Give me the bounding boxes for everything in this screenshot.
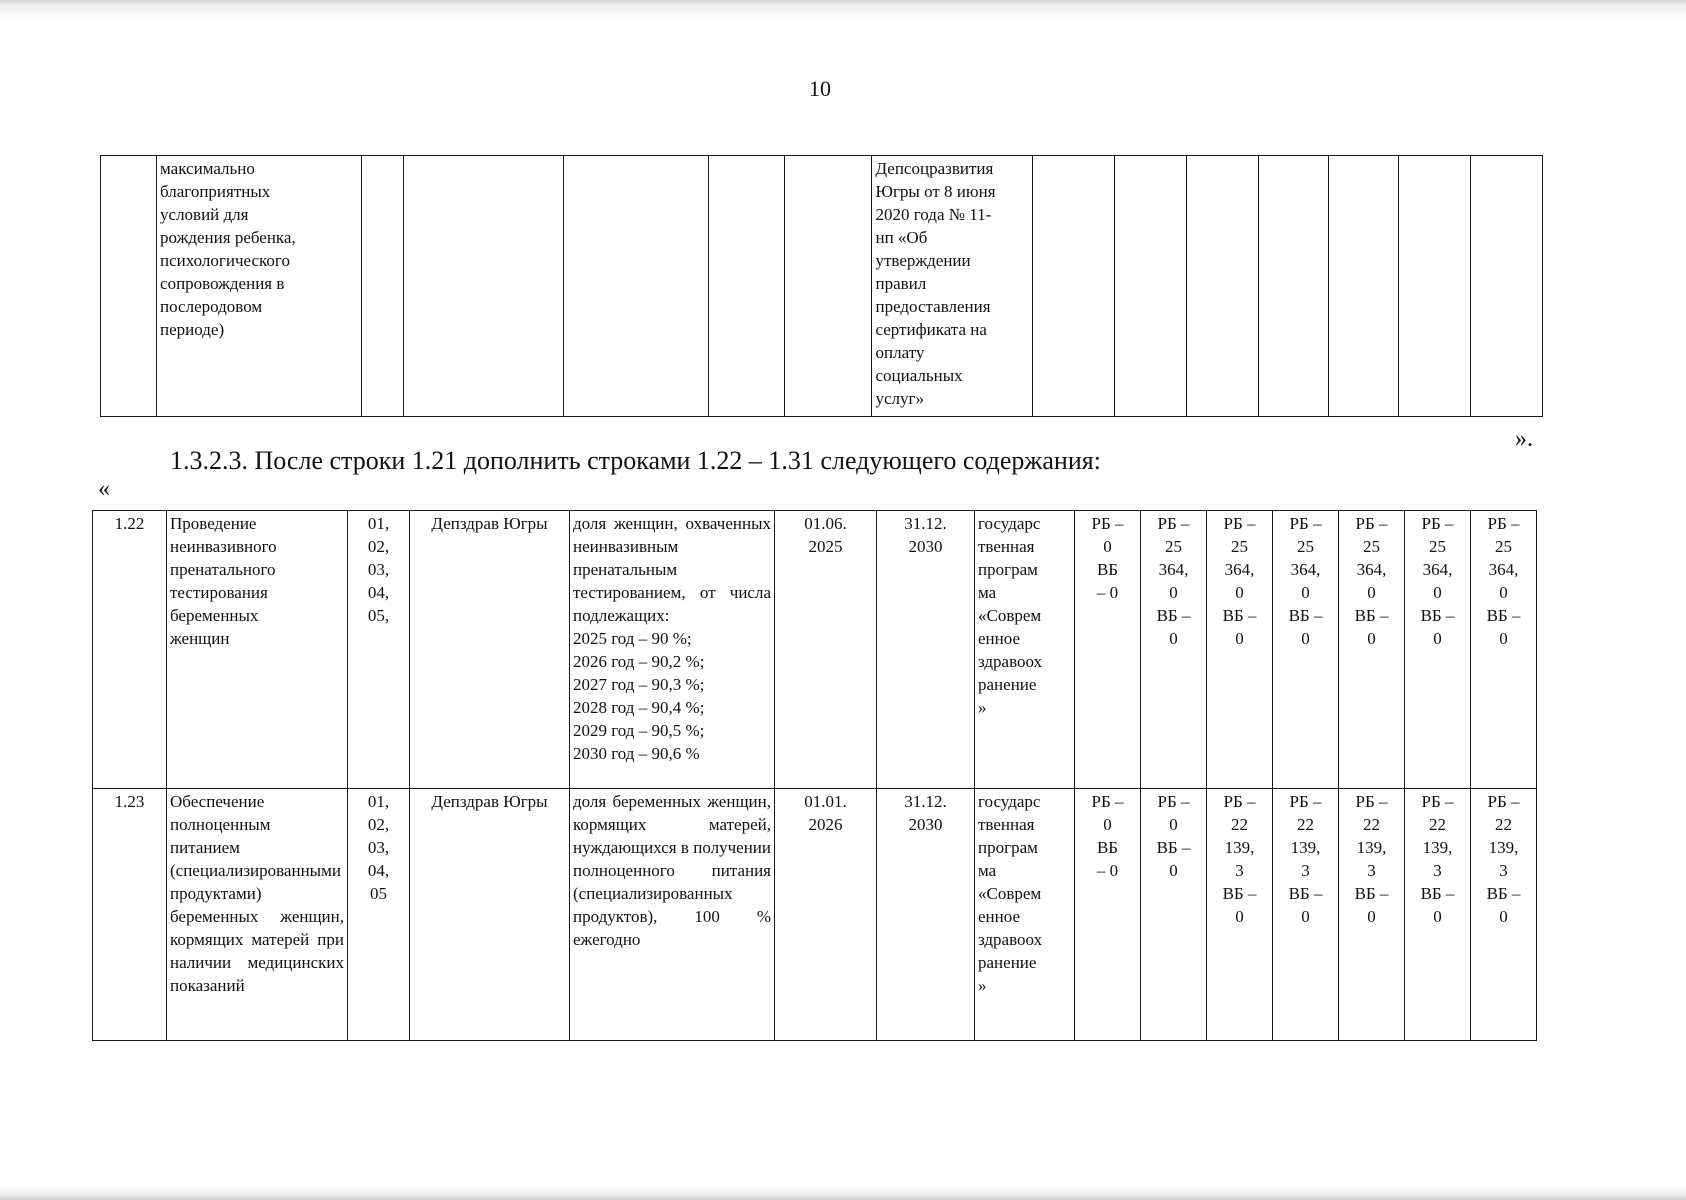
continued-table <box>100 155 1543 417</box>
amendment-instruction: 1.3.2.3. После строки 1.21 дополнить строками 1.22 – 1.31 следующего содержания: <box>170 446 1101 475</box>
end-date: 31.12. 2030 <box>877 511 975 789</box>
start-date: 01.01. 2026 <box>775 789 877 1041</box>
continued-basis-text: Депсоцразвития Югры от 8 июня 2020 года № 11- нп «Об утверждении правил предоставления сертификата на оплату социальных услуг» <box>872 156 1032 417</box>
funding-cell: РБ – 22 139, 3 ВБ – 0 <box>1207 789 1273 1041</box>
measure-name: Обеспечение полноценным питанием (специализированными продуктами) беременных женщин, кормящих матерей при наличии медицинских показаний <box>167 789 348 1041</box>
scan-edge-bottom <box>0 1186 1686 1200</box>
opening-quote: « <box>98 476 110 502</box>
start-date: 01.06. 2025 <box>775 511 877 789</box>
program: государс твенная програм ма «Соврем енное здравоох ранение » <box>975 789 1075 1041</box>
end-date: 31.12. 2030 <box>877 789 975 1041</box>
program: государс твенная програм ма «Соврем енное здравоох ранение » <box>975 511 1075 789</box>
amendment-table <box>92 510 1537 1041</box>
executor: Депздрав Югры <box>410 789 570 1041</box>
funding-cell: РБ – 0 ВБ – 0 <box>1075 511 1141 789</box>
measure-name: Проведение неинвазивного пренатального тестирования беременных женщин <box>167 511 348 789</box>
funding-cell: РБ – 22 139, 3 ВБ – 0 <box>1405 789 1471 1041</box>
funding-cell: РБ – 22 139, 3 ВБ – 0 <box>1273 789 1339 1041</box>
table-row <box>93 511 1537 789</box>
indicator: доля женщин, охваченных неинвазивным пренатальным тестированием, от числа подлежащих: 2025 год – 90 %; 2026 год – 90,2 %; 2027 год – 90,3 %; 2028 год – 90,4 %; 2029 год – 90,5 %; 2030 год – 90,6 % <box>570 511 775 789</box>
task-codes: 01, 02, 03, 04, 05 <box>348 789 410 1041</box>
executor: Депздрав Югры <box>410 511 570 789</box>
funding-cell: РБ – 0 ВБ – 0 <box>1075 789 1141 1041</box>
funding-cell: РБ – 25 364, 0 ВБ – 0 <box>1207 511 1273 789</box>
funding-cell: РБ – 0 ВБ – 0 <box>1141 789 1207 1041</box>
table-row <box>93 789 1537 1041</box>
task-codes: 01, 02, 03, 04, 05, <box>348 511 410 789</box>
funding-cell: РБ – 22 139, 3 ВБ – 0 <box>1339 789 1405 1041</box>
closing-quote: ». <box>1515 426 1533 452</box>
funding-cell: РБ – 25 364, 0 ВБ – 0 <box>1405 511 1471 789</box>
row-number: 1.23 <box>93 789 167 1041</box>
indicator: доля беременных женщин, кормящих матерей, нуждающихся в получении полноценного питания (специализированных продуктов), 100 % ежегодно <box>570 789 775 1041</box>
page-number: 10 <box>809 76 831 101</box>
funding-cell: РБ – 22 139, 3 ВБ – 0 <box>1471 789 1537 1041</box>
continued-table-row <box>101 156 1543 417</box>
funding-cell: РБ – 25 364, 0 ВБ – 0 <box>1471 511 1537 789</box>
funding-cell: РБ – 25 364, 0 ВБ – 0 <box>1273 511 1339 789</box>
row-number: 1.22 <box>93 511 167 789</box>
scan-edge-top <box>0 0 1686 22</box>
continued-measure-text: максимально благоприятных условий для рождения ребенка, психологического сопровождения в послеродовом периоде) <box>157 156 362 417</box>
funding-cell: РБ – 25 364, 0 ВБ – 0 <box>1339 511 1405 789</box>
funding-cell: РБ – 25 364, 0 ВБ – 0 <box>1141 511 1207 789</box>
